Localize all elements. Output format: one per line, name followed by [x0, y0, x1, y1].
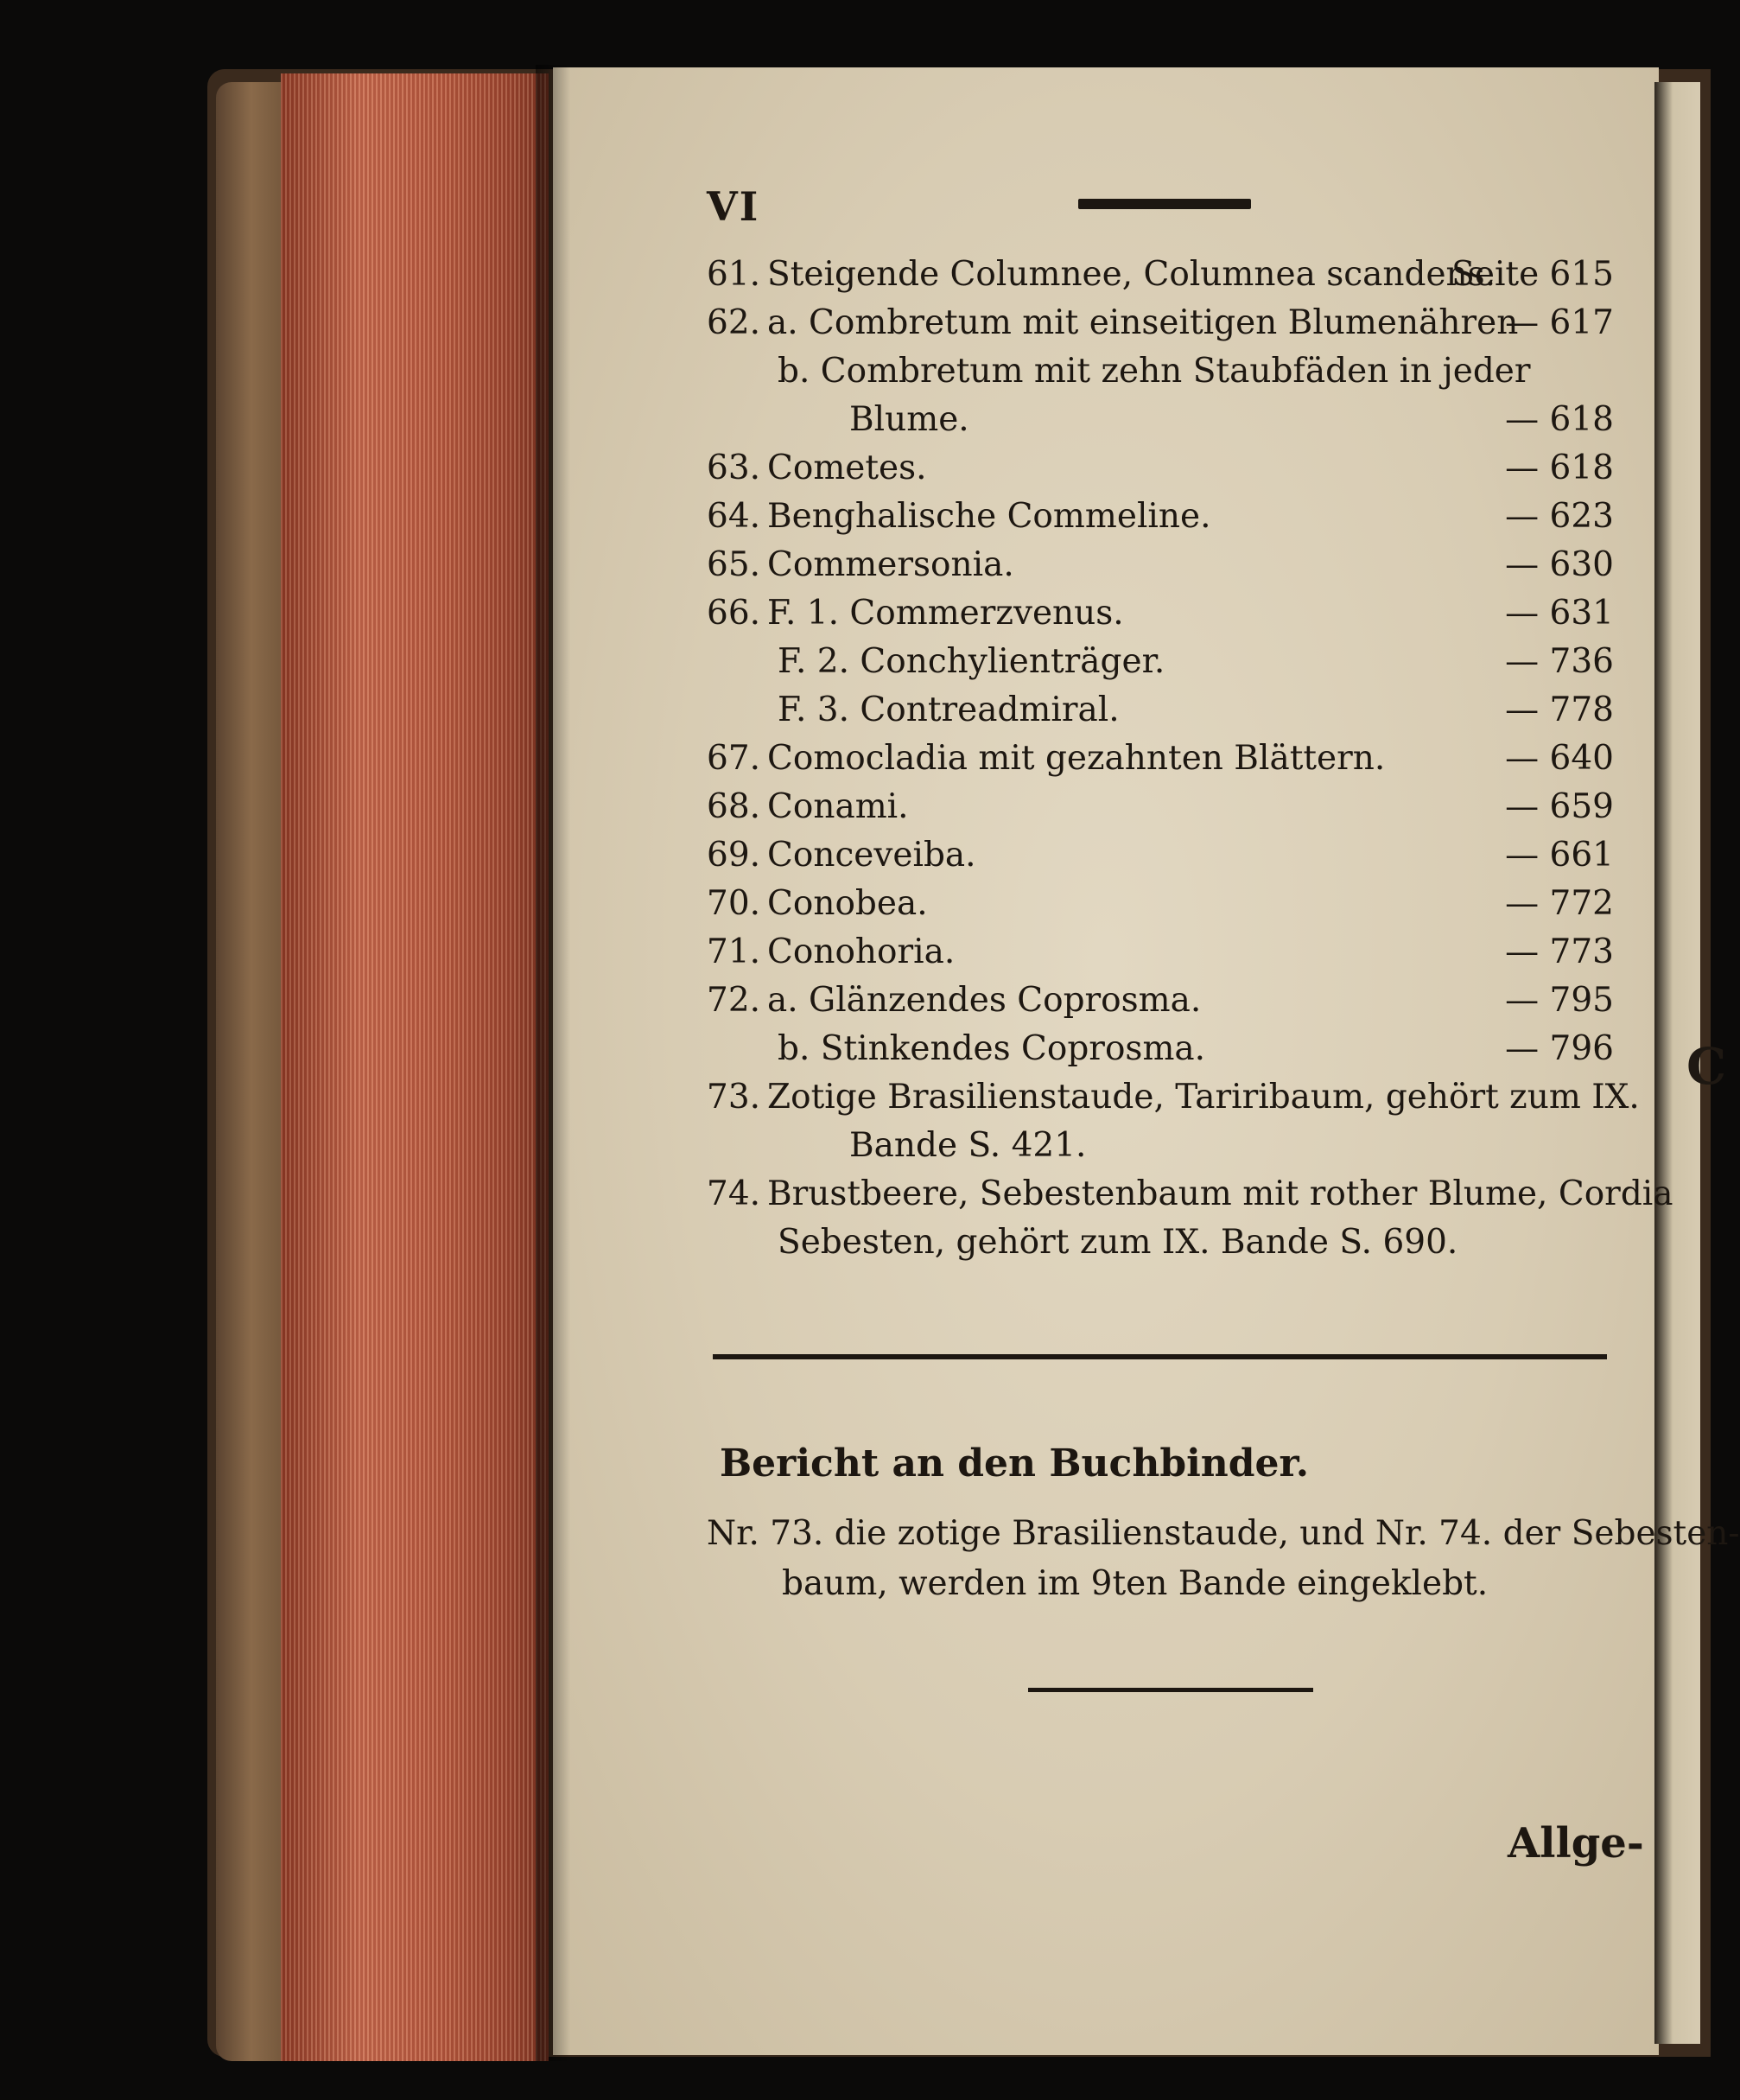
entry-title: F. 2. Conchylienträger.	[778, 642, 1165, 681]
index-entry	[707, 1223, 1614, 1271]
entry-page-ref: — 623	[1505, 497, 1614, 536]
entry-page-ref: — 631	[1505, 594, 1614, 633]
index-entry	[707, 255, 1614, 303]
notice-line-2: baum, werden im 9ten Bande eingeklebt.	[782, 1564, 1489, 1603]
section-divider	[713, 1354, 1607, 1359]
entry-title: Zotige Brasilienstaude, Tariribaum, gehört zum IX.	[767, 1078, 1640, 1117]
entry-title: F. 1. Commerzvenus.	[767, 594, 1124, 633]
entry-number: 74.	[707, 1174, 761, 1213]
entry-number: 71.	[707, 932, 761, 971]
notice-line-1: Nr. 73. die zotige Brasilienstaude, und Nr. 74. der Sebesten-	[707, 1514, 1740, 1553]
entry-number: 61.	[707, 255, 761, 294]
entry-page-ref: — 773	[1505, 932, 1614, 971]
closing-rule	[1028, 1688, 1313, 1692]
entry-number: 72.	[707, 981, 761, 1020]
entry-number: 73.	[707, 1078, 761, 1117]
entry-title: Bande S. 421.	[849, 1126, 1087, 1165]
index-entry	[707, 836, 1614, 884]
entry-title: Commersonia.	[767, 545, 1014, 584]
entry-page-ref: — 736	[1505, 642, 1614, 681]
index-entry	[707, 981, 1614, 1029]
index-entry	[707, 449, 1614, 497]
entry-page-ref: — 630	[1505, 545, 1614, 584]
entry-page-ref: — 795	[1505, 981, 1614, 1020]
facing-page-fragment: C	[1686, 1037, 1727, 1096]
entry-title: Conami.	[767, 787, 909, 826]
entry-number: 70.	[707, 884, 761, 923]
entry-page-ref: — 778	[1505, 690, 1614, 729]
entry-title: a. Combretum mit einseitigen Blumenähren	[767, 303, 1519, 342]
index-entry	[707, 1029, 1614, 1078]
entry-title: Blume.	[849, 400, 969, 439]
entry-number: 64.	[707, 497, 761, 536]
entry-title: b. Combretum mit zehn Staubfäden in jeder	[778, 352, 1531, 391]
entry-number: 66.	[707, 594, 761, 633]
entry-number: 68.	[707, 787, 761, 826]
entry-number: 69.	[707, 836, 761, 875]
index-entry	[707, 1174, 1673, 1223]
index-entry	[707, 352, 1614, 400]
page-numeral: VI	[707, 183, 760, 230]
header-ornament-rule	[1078, 199, 1251, 209]
entry-title: Conobea.	[767, 884, 928, 923]
catchword: Allge-	[1508, 1819, 1644, 1868]
entry-title: Conceveiba.	[767, 836, 976, 875]
index-entry	[707, 594, 1614, 642]
index-entry	[707, 787, 1614, 836]
entry-page-ref: — 618	[1505, 400, 1614, 439]
entry-number: 63.	[707, 449, 761, 487]
entry-title: a. Glänzendes Coprosma.	[767, 981, 1202, 1020]
entry-page-ref: — 796	[1505, 1029, 1614, 1068]
index-entry	[707, 642, 1614, 690]
entry-title: Steigende Columnee, Columnea scandens.	[767, 255, 1496, 294]
entry-title: b. Stinkendes Coprosma.	[778, 1029, 1206, 1068]
index-entry	[707, 400, 1614, 449]
entry-title: Benghalische Commeline.	[767, 497, 1211, 536]
index-entry	[707, 884, 1614, 932]
index-entry	[707, 690, 1614, 739]
index-entry	[707, 1078, 1640, 1126]
entry-title: Sebesten, gehört zum IX. Bande S. 690.	[778, 1223, 1458, 1262]
entry-page-ref: — 659	[1505, 787, 1614, 826]
entry-title: Comocladia mit gezahnten Blättern.	[767, 739, 1386, 778]
index-entry	[707, 303, 1614, 352]
entry-number: 62.	[707, 303, 761, 342]
index-entry	[707, 497, 1614, 545]
entry-page-ref: — 618	[1505, 449, 1614, 487]
entry-number: 65.	[707, 545, 761, 584]
entry-page-ref: — 772	[1505, 884, 1614, 923]
entry-page-ref: Seite 615	[1451, 255, 1614, 294]
entry-page-ref: — 617	[1505, 303, 1614, 342]
entry-title: F. 3. Contreadmiral.	[778, 690, 1120, 729]
entry-title: Cometes.	[767, 449, 927, 487]
index-entry	[707, 545, 1614, 594]
entry-title: Brustbeere, Sebestenbaum mit rother Blume, Cordia	[767, 1174, 1673, 1213]
entry-page-ref: — 640	[1505, 739, 1614, 778]
entry-number: 67.	[707, 739, 761, 778]
index-entry	[707, 932, 1614, 981]
index-entry	[707, 1126, 1614, 1174]
index-entry	[707, 739, 1614, 787]
entry-title: Conohoria.	[767, 932, 956, 971]
notice-title: Bericht an den Buchbinder.	[719, 1441, 1310, 1486]
entry-page-ref: — 661	[1505, 836, 1614, 875]
